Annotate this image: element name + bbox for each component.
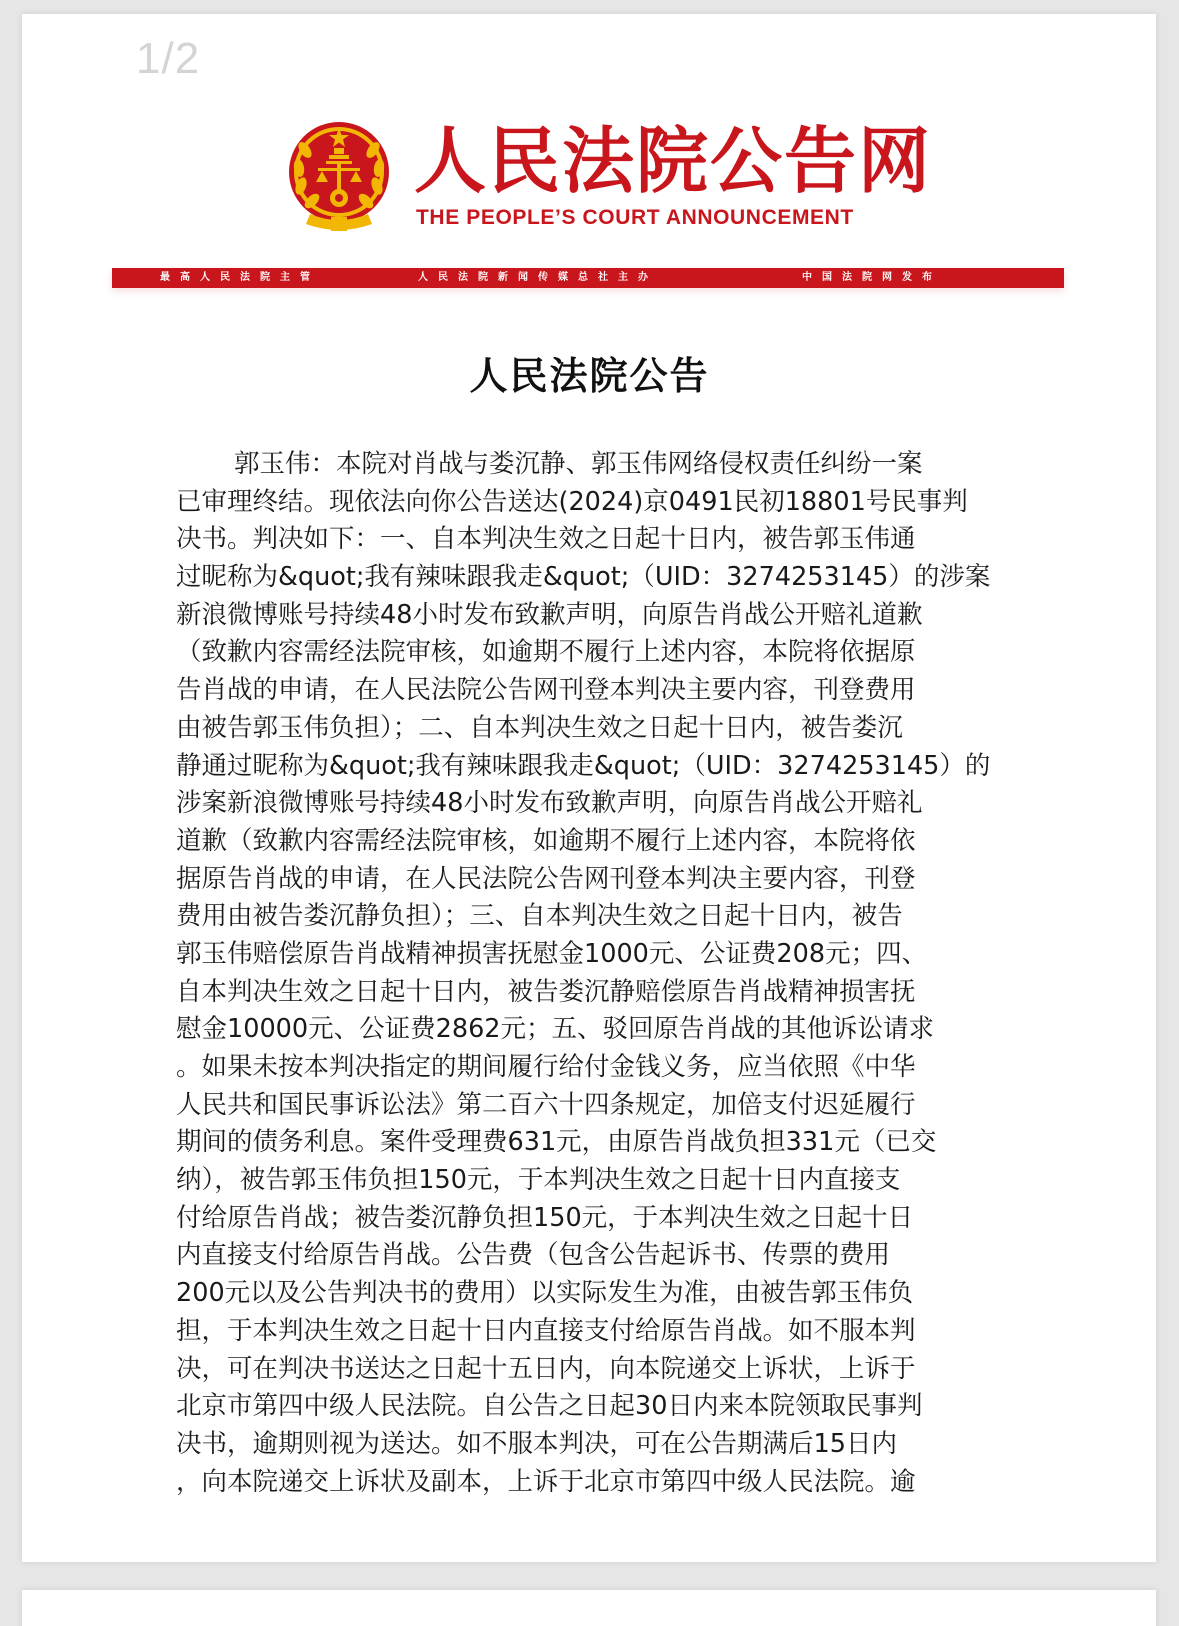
body-line: 已审理终结。现依法向你公告送达(2024)京0491民初18801号民事判 [176,486,968,517]
body-line: 慰金10000元、公证费2862元；五、驳回原告肖战的其他诉讼请求 [176,1014,935,1045]
court-emblem-icon [284,120,394,236]
document-title: 人民法院公告 [469,354,710,398]
body-line: 决书，逾期则视为送达。如不服本判决，可在公告期满后15日内 [176,1428,897,1459]
logo-title-en: THE PEOPLE’S COURT ANNOUNCEMENT [416,206,854,229]
body-line: 决书。判决如下：一、自本判决生效之日起十日内，被告郭玉伟通 [176,524,916,555]
body-line: 。如果未按本判决指定的期间履行给付金钱义务，应当依照《中华 [176,1052,916,1082]
body-line: 郭玉伟：本院对肖战与娄沉静、郭玉伟网络侵权责任纠纷一案 [234,449,923,479]
logo-title-cn: 人民法院公告网 [414,119,933,203]
body-line: 静通过昵称为&quot;我有辣味跟我走&quot;（UID：3274253145）的 [176,750,991,781]
body-line: 期间的债务利息。案件受理费631元，由原告肖战负担331元（已交 [176,1127,937,1158]
body-line: 自本判决生效之日起十日内，被告娄沉静赔偿原告肖战精神损害抚 [176,976,916,1007]
body-line: 过昵称为&quot;我有辣味跟我走&quot;（UID：3274253145）的涉案 [176,562,991,593]
announcement-body [176,446,1006,1501]
body-line: 决，可在判决书送达之日起十五日内，向本院递交上诉状，上诉于 [176,1353,916,1384]
page-counter: 1/2 [136,34,201,83]
body-line: 200元以及公告判决书的费用）以实际发生为准，由被告郭玉伟负 [176,1278,914,1309]
document-page-2-edge [22,1590,1156,1626]
body-line: 新浪微博账号持续48小时发布致歉声明，向原告肖战公开赔礼道歉 [176,599,923,630]
body-line: 人民共和国民事诉讼法》第二百六十四条规定，加倍支付迟延履行 [176,1089,916,1120]
body-line: 道歉（致歉内容需经法院审核，如逾期不履行上述内容，本院将依 [176,825,916,856]
header-red-banner [112,268,1064,288]
body-line: （致歉内容需经法院审核，如逾期不履行上述内容，本院将依据原 [176,637,916,668]
banner-text-sponsor: 人民法院新闻传媒总社主办 [418,272,658,283]
banner-text-supervisor: 最高人民法院主管 [160,272,320,283]
body-line: 郭玉伟赔偿原告肖战精神损害抚慰金1000元、公证费208元；四、 [176,938,928,969]
body-line: 北京市第四中级人民法院。自公告之日起30日内来本院领取民事判 [176,1391,923,1422]
body-line: 涉案新浪微博账号持续48小时发布致歉声明，向原告肖战公开赔礼 [176,788,923,819]
body-line: 告肖战的申请，在人民法院公告网刊登本判决主要内容，刊登费用 [176,675,916,706]
body-line: 纳），被告郭玉伟负担150元，于本判决生效之日起十日内直接支 [176,1165,901,1196]
body-line: ，向本院递交上诉状及副本，上诉于北京市第四中级人民法院。逾 [176,1466,916,1497]
body-line: 由被告郭玉伟负担）；二、自本判决生效之日起十日内，被告娄沉 [176,712,903,743]
body-line: 据原告肖战的申请，在人民法院公告网刊登本判决主要内容，刊登 [176,863,916,894]
body-line: 费用由被告娄沉静负担）；三、自本判决生效之日起十日内，被告 [176,901,903,932]
body-line: 内直接支付给原告肖战。公告费（包含公告起诉书、传票的费用 [176,1240,891,1271]
body-line: 付给原告肖战；被告娄沉静负担150元，于本判决生效之日起十日 [176,1202,914,1233]
body-line: 担，于本判决生效之日起十日内直接支付给原告肖战。如不服本判 [176,1315,916,1346]
banner-text-publisher: 中国法院网发布 [802,272,942,283]
